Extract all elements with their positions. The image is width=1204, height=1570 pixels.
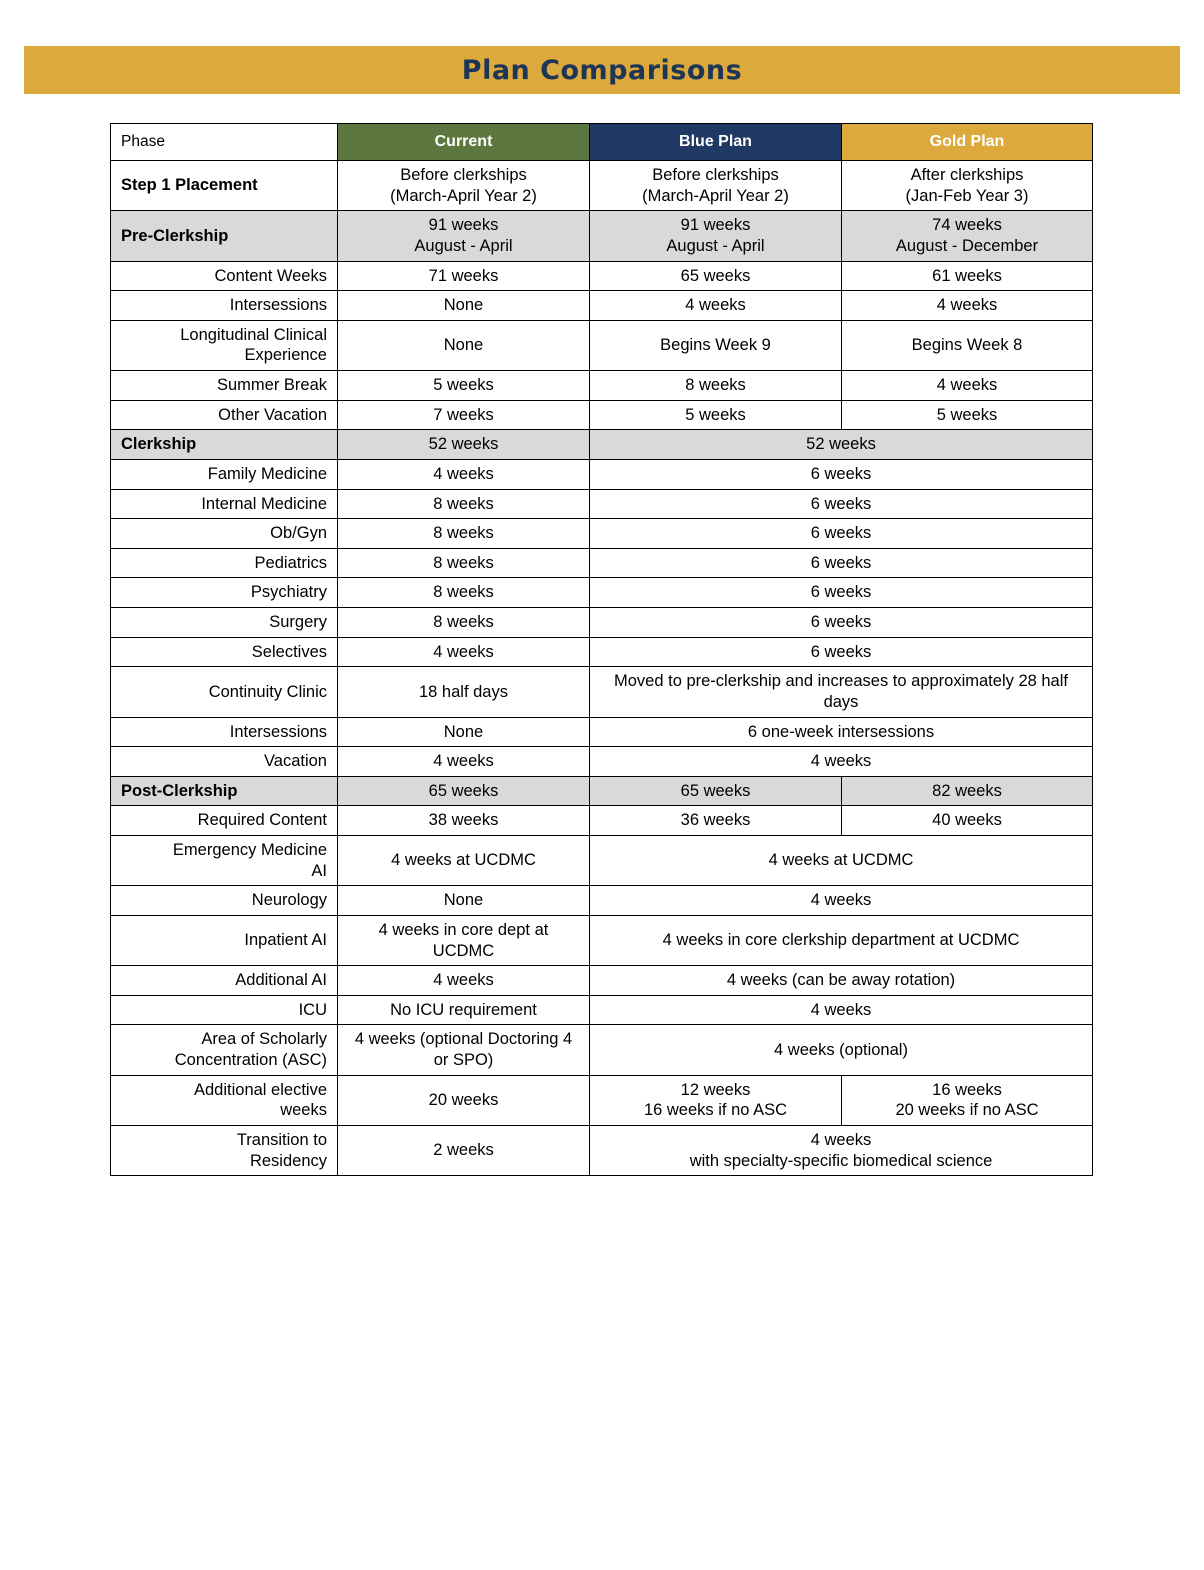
table-row <box>111 806 1093 836</box>
cell-gold: 82 weeks <box>842 776 1093 806</box>
table-row <box>111 371 1093 401</box>
cell-gold: 5 weeks <box>842 400 1093 430</box>
cell-merged: 6 weeks <box>590 548 1093 578</box>
row-label: Transition to Residency <box>111 1125 338 1175</box>
table-row <box>111 548 1093 578</box>
cell-current: 8 weeks <box>338 608 590 638</box>
cell-gold: 4 weeks <box>842 291 1093 321</box>
row-label: Post-Clerkship <box>111 776 338 806</box>
cell-current: Before clerkships (March-April Year 2) <box>338 161 590 211</box>
cell-merged: 6 weeks <box>590 459 1093 489</box>
row-label: Internal Medicine <box>111 489 338 519</box>
cell-merged: 4 weeks <box>590 886 1093 916</box>
row-label: Area of Scholarly Concentration (ASC) <box>111 1025 338 1075</box>
cell-current: 2 weeks <box>338 1125 590 1175</box>
cell-gold: After clerkships (Jan-Feb Year 3) <box>842 161 1093 211</box>
row-label: Pre-Clerkship <box>111 211 338 261</box>
row-label: Inpatient AI <box>111 915 338 965</box>
cell-current: 4 weeks <box>338 966 590 996</box>
table-row <box>111 320 1093 370</box>
row-label: Step 1 Placement <box>111 161 338 211</box>
cell-current: No ICU requirement <box>338 995 590 1025</box>
row-label: Vacation <box>111 747 338 777</box>
cell-blue: 5 weeks <box>590 400 842 430</box>
cell-current: 91 weeks August - April <box>338 211 590 261</box>
table-row <box>111 667 1093 717</box>
row-label: Ob/Gyn <box>111 519 338 549</box>
cell-gold: 40 weeks <box>842 806 1093 836</box>
cell-merged: 4 weeks (can be away rotation) <box>590 966 1093 996</box>
table-row <box>111 995 1093 1025</box>
table-row <box>111 430 1093 460</box>
table-row <box>111 637 1093 667</box>
cell-current: 4 weeks <box>338 637 590 667</box>
cell-current: 8 weeks <box>338 578 590 608</box>
table-row <box>111 459 1093 489</box>
page-title-banner <box>24 46 1180 94</box>
row-label: Psychiatry <box>111 578 338 608</box>
cell-blue: 12 weeks 16 weeks if no ASC <box>590 1075 842 1125</box>
row-label: Longitudinal Clinical Experience <box>111 320 338 370</box>
row-label: Content Weeks <box>111 261 338 291</box>
row-label: Surgery <box>111 608 338 638</box>
cell-blue: 91 weeks August - April <box>590 211 842 261</box>
table-row <box>111 776 1093 806</box>
cell-gold: 4 weeks <box>842 371 1093 401</box>
row-label: Continuity Clinic <box>111 667 338 717</box>
table-row <box>111 608 1093 638</box>
table-row <box>111 836 1093 886</box>
table-row <box>111 1025 1093 1075</box>
row-label: Additional AI <box>111 966 338 996</box>
row-label: Intersessions <box>111 291 338 321</box>
page-title: Plan Comparisons <box>461 54 743 86</box>
cell-blue: 65 weeks <box>590 776 842 806</box>
cell-blue: 4 weeks <box>590 291 842 321</box>
cell-merged: 52 weeks <box>590 430 1093 460</box>
column-header-current: Current <box>338 124 590 161</box>
cell-merged: Moved to pre-clerkship and increases to approximately 28 half days <box>590 667 1093 717</box>
cell-current: 4 weeks in core dept at UCDMC <box>338 915 590 965</box>
cell-current: None <box>338 717 590 747</box>
cell-gold: 61 weeks <box>842 261 1093 291</box>
table-row <box>111 400 1093 430</box>
table-row <box>111 578 1093 608</box>
cell-blue: 36 weeks <box>590 806 842 836</box>
table-row <box>111 1125 1093 1175</box>
cell-current: 8 weeks <box>338 548 590 578</box>
row-label: Family Medicine <box>111 459 338 489</box>
cell-merged: 4 weeks <box>590 747 1093 777</box>
row-label: Neurology <box>111 886 338 916</box>
cell-current: 71 weeks <box>338 261 590 291</box>
table-row <box>111 915 1093 965</box>
table-row <box>111 291 1093 321</box>
table-row <box>111 1075 1093 1125</box>
cell-current: None <box>338 886 590 916</box>
row-label: Summer Break <box>111 371 338 401</box>
cell-current: 38 weeks <box>338 806 590 836</box>
column-header-phase: Phase <box>111 124 338 161</box>
cell-current: 4 weeks <box>338 459 590 489</box>
row-label: Required Content <box>111 806 338 836</box>
cell-blue: 65 weeks <box>590 261 842 291</box>
cell-merged: 6 weeks <box>590 519 1093 549</box>
cell-blue: Begins Week 9 <box>590 320 842 370</box>
row-label: ICU <box>111 995 338 1025</box>
row-label: Intersessions <box>111 717 338 747</box>
cell-blue: 8 weeks <box>590 371 842 401</box>
cell-current: 4 weeks <box>338 747 590 777</box>
cell-current: 65 weeks <box>338 776 590 806</box>
table-header-row <box>111 124 1093 161</box>
table-row <box>111 886 1093 916</box>
cell-merged: 4 weeks (optional) <box>590 1025 1093 1075</box>
cell-current: 4 weeks at UCDMC <box>338 836 590 886</box>
cell-merged: 6 weeks <box>590 489 1093 519</box>
column-header-blue-plan: Blue Plan <box>590 124 842 161</box>
table-row <box>111 747 1093 777</box>
cell-merged: 6 weeks <box>590 637 1093 667</box>
cell-current: 4 weeks (optional Doctoring 4 or SPO) <box>338 1025 590 1075</box>
cell-merged: 6 weeks <box>590 578 1093 608</box>
cell-current: 7 weeks <box>338 400 590 430</box>
row-label: Additional elective weeks <box>111 1075 338 1125</box>
cell-current: 8 weeks <box>338 489 590 519</box>
table-row <box>111 261 1093 291</box>
table-row <box>111 519 1093 549</box>
row-label: Other Vacation <box>111 400 338 430</box>
cell-merged: 4 weeks <box>590 995 1093 1025</box>
cell-current: None <box>338 320 590 370</box>
row-label: Emergency Medicine AI <box>111 836 338 886</box>
cell-merged: 4 weeks in core clerkship department at UCDMC <box>590 915 1093 965</box>
row-label: Selectives <box>111 637 338 667</box>
cell-blue: Before clerkships (March-April Year 2) <box>590 161 842 211</box>
cell-merged: 4 weeks with specialty-specific biomedical science <box>590 1125 1093 1175</box>
cell-merged: 6 weeks <box>590 608 1093 638</box>
table-row <box>111 489 1093 519</box>
column-header-gold-plan: Gold Plan <box>842 124 1093 161</box>
cell-gold: 74 weeks August - December <box>842 211 1093 261</box>
table-row <box>111 717 1093 747</box>
cell-merged: 6 one-week intersessions <box>590 717 1093 747</box>
cell-gold: Begins Week 8 <box>842 320 1093 370</box>
cell-current: 20 weeks <box>338 1075 590 1125</box>
table-row <box>111 211 1093 261</box>
row-label: Clerkship <box>111 430 338 460</box>
cell-current: 18 half days <box>338 667 590 717</box>
cell-merged: 4 weeks at UCDMC <box>590 836 1093 886</box>
cell-current: 52 weeks <box>338 430 590 460</box>
table-row <box>111 966 1093 996</box>
row-label: Pediatrics <box>111 548 338 578</box>
table-row <box>111 161 1093 211</box>
cell-current: 5 weeks <box>338 371 590 401</box>
plan-comparison-table <box>110 123 1093 1176</box>
cell-current: None <box>338 291 590 321</box>
cell-gold: 16 weeks 20 weeks if no ASC <box>842 1075 1093 1125</box>
cell-current: 8 weeks <box>338 519 590 549</box>
